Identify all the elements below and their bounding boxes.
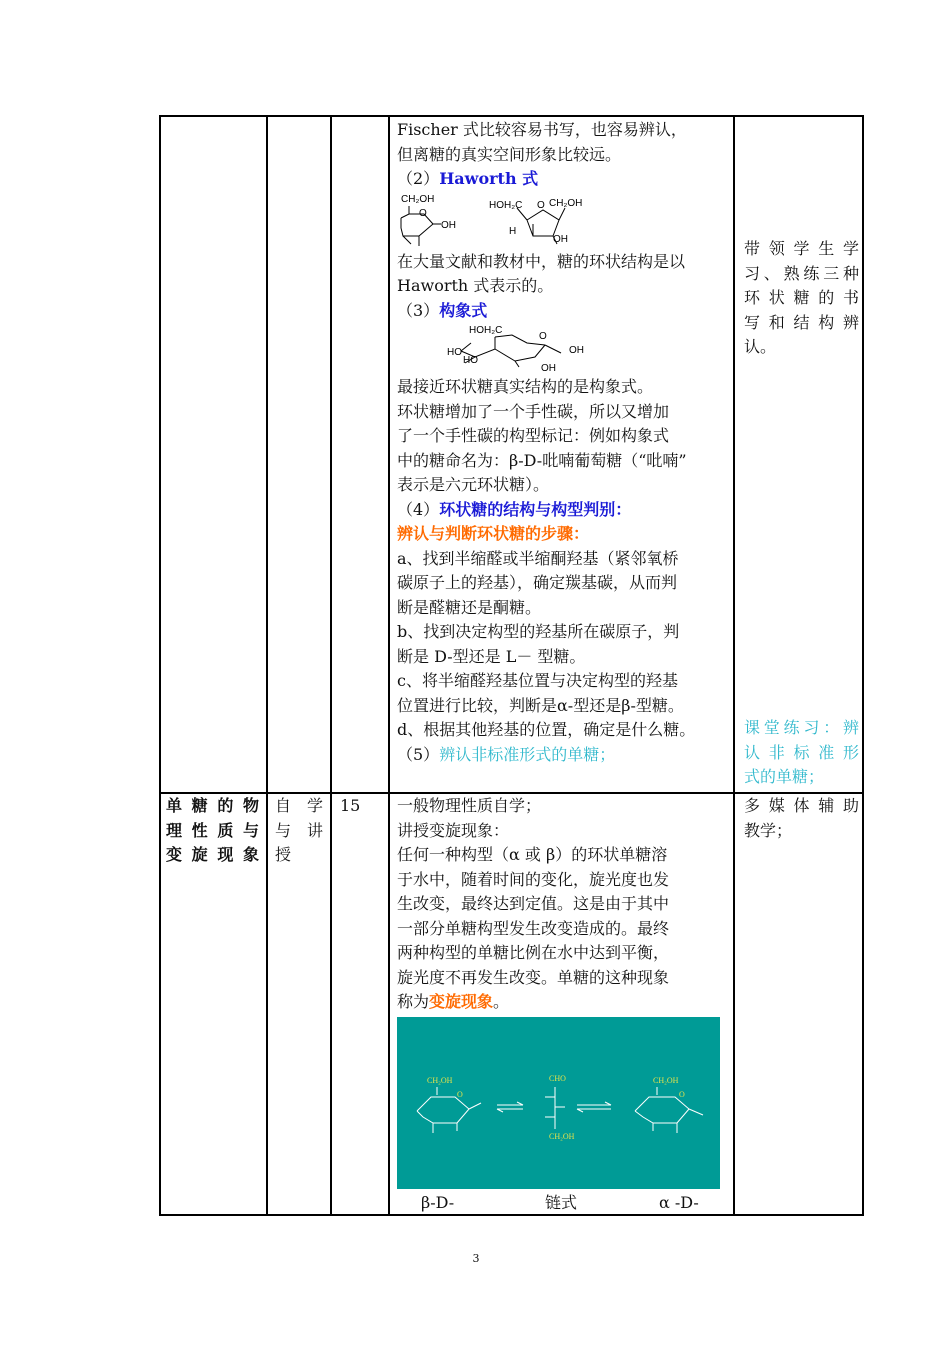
label-cho: CHO — [549, 1074, 566, 1083]
step5-line — [397, 743, 729, 768]
method-line: 授 — [275, 845, 292, 864]
col-border-3 — [330, 115, 332, 1216]
mutarotation-svg — [397, 1017, 720, 1189]
label-oh: OH — [541, 363, 556, 374]
heading-number: （5） — [397, 744, 440, 764]
label-ch2oh: CH₂OH — [549, 1132, 575, 1141]
text-line: 旋光度不再发生改变。单糖的这种现象 — [397, 967, 670, 987]
label-o: O — [537, 199, 545, 211]
step-line: 碳原子上的羟基），确定羰基碳，从而判 — [397, 573, 678, 592]
note-line: 带领学生学 — [744, 239, 859, 258]
text-suffix: 。 — [493, 992, 510, 1011]
label-oh: OH — [553, 233, 568, 245]
heading-number: （4） — [397, 499, 440, 519]
label-ch2oh: CH₂OH — [427, 1076, 453, 1085]
col-border-2 — [266, 115, 268, 1216]
text-line: 讲授变旋现象： — [397, 820, 510, 840]
step-line: c、将半缩醛羟基位置与决定构型的羟基 — [397, 671, 678, 690]
label-hoh2c: HOH₂C — [469, 325, 503, 336]
label-oh: OH — [441, 219, 456, 231]
note-line: 环状糖的书 — [744, 288, 859, 307]
step-line: d、根据其他羟基的位置，确定是什么糖。 — [397, 720, 696, 739]
haworth-heading — [397, 167, 729, 192]
text-line: 一部分单糖构型发生改变造成的。最终 — [397, 918, 670, 938]
topic-line: 变旋现象 — [166, 845, 259, 864]
text-line: 任何一种构型（α 或 β）的环状单糖溶 — [397, 845, 668, 864]
label-hoh2c: HOH₂C — [489, 199, 523, 211]
step-line: b、找到决定构型的羟基所在碳原子，判 — [397, 622, 680, 641]
step5-text: 辨认非标准形式的单糖； — [439, 744, 616, 764]
text-prefix: 称为 — [397, 992, 430, 1011]
label-ho: HO — [463, 355, 478, 366]
text-line: 中的糖命名为：β-D-吡喃葡萄糖（“吡喃” — [397, 450, 687, 470]
steps-heading: 辨认与判断环状糖的步骤： — [397, 524, 590, 543]
step-line: 断是醛糖还是酮糖。 — [397, 597, 542, 617]
note-line: 写和结构辨 — [744, 312, 859, 332]
mutarotation-diagram — [397, 1017, 720, 1189]
note-line: 教学； — [744, 820, 793, 840]
heading-text: 环状糖的结构与构型判别： — [439, 499, 632, 519]
col-border-5 — [733, 115, 735, 1216]
step-line: 断是 D-型还是 L－ 型糖。 — [397, 646, 586, 666]
upper-notes — [744, 237, 859, 360]
text-line: 了一个手性碳的构型标记：例如构象式 — [397, 426, 670, 445]
step-line: 位置进行比较，判断是α-型还是β-型糖。 — [397, 695, 684, 715]
lower-content — [397, 794, 729, 1015]
method-line: 与讲 — [275, 820, 323, 840]
note-line: 认。 — [744, 337, 777, 356]
text-line: 最接近环状糖真实结构的是构象式。 — [397, 377, 654, 396]
caption-chain: 链式 — [545, 1193, 578, 1212]
method-line: 自学 — [275, 796, 323, 815]
conformation-structure — [397, 323, 729, 375]
label-h: H — [509, 225, 517, 237]
haworth-structures — [397, 192, 729, 250]
text-line: 生改变，最终达到定值。这是由于其中 — [397, 894, 670, 913]
text-line: Haworth 式表示的。 — [397, 276, 554, 295]
mutarotation-line — [397, 990, 729, 1015]
upper-content — [397, 118, 729, 767]
heading-text: Haworth 式 — [439, 169, 539, 188]
exercise-line: 认非标准形 — [744, 742, 859, 762]
text-line: 表示是六元环状糖）。 — [397, 475, 550, 494]
method-cell — [275, 794, 323, 868]
topic-cell — [166, 794, 259, 868]
lower-notes — [744, 794, 859, 843]
text-line: 环状糖增加了一个手性碳，所以又增加 — [397, 401, 670, 421]
note-line: 习、熟练三种 — [744, 263, 859, 283]
label-ch2oh: CH₂OH — [401, 193, 435, 205]
label-ch2oh: CH₂OH — [549, 197, 583, 209]
step4-heading — [397, 498, 729, 523]
exercise-notes — [744, 716, 859, 790]
text-line: 在大量文献和教材中，糖的环状结构是以 — [397, 251, 686, 271]
mutarotation-term: 变旋现象 — [429, 992, 494, 1011]
col-border-4 — [388, 115, 390, 1216]
label-ho: HO — [447, 347, 462, 358]
label-o: O — [457, 1090, 463, 1099]
topic-line: 理性质与 — [166, 820, 259, 840]
text-line: 两种构型的单糖比例在水中达到平衡， — [397, 943, 670, 962]
label-o: O — [419, 207, 427, 219]
text-line: Fischer 式比较容易书写，也容易辨认， — [397, 120, 687, 139]
note-line: 多媒体辅助 — [744, 796, 859, 815]
text-line: 一般物理性质自学； — [397, 796, 542, 815]
heading-number: （2） — [397, 169, 440, 188]
caption-alpha: α -D- — [659, 1193, 699, 1212]
label-ch2oh: CH₂OH — [653, 1076, 679, 1085]
table-top-border — [159, 115, 864, 117]
col-border-6 — [862, 115, 864, 1216]
lesson-table — [159, 115, 864, 1216]
heading-text: 构象式 — [439, 300, 488, 320]
label-o: O — [539, 331, 547, 342]
topic-line: 单糖的物 — [166, 796, 259, 815]
label-oh: OH — [569, 345, 584, 356]
heading-number: （3） — [397, 300, 440, 320]
exercise-line: 式的单糖； — [744, 767, 825, 786]
exercise-line: 课堂练习：辨 — [744, 718, 859, 737]
step-line: a、找到半缩醛或半缩酮羟基（紧邻氧桥 — [397, 548, 679, 568]
caption-beta: β-D- — [421, 1193, 455, 1212]
text-line: 但离糖的真实空间形象比较远。 — [397, 144, 622, 164]
conformation-heading — [397, 299, 729, 324]
table-bottom-border — [159, 1214, 864, 1216]
col-border-1 — [159, 115, 161, 1216]
label-o: O — [679, 1090, 685, 1099]
page-number: 3 — [472, 1252, 480, 1265]
text-line: 于水中，随着时间的变化，旋光度也发 — [397, 869, 670, 889]
minutes-cell: 15 — [340, 796, 361, 815]
